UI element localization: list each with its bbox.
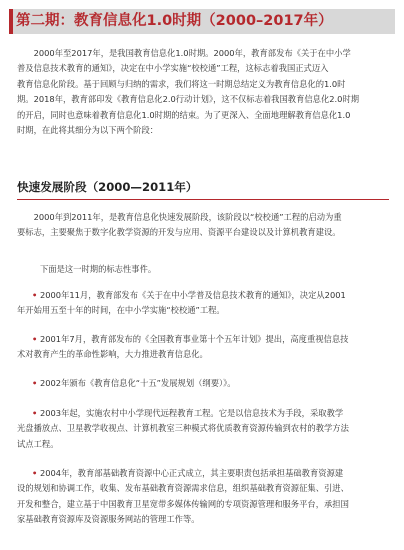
bullet-icon: •: [32, 334, 38, 344]
event-line: 年开始用五至十年的时间，在中小学实施“校校通”工程。: [17, 305, 225, 316]
intro-line: 期。2018年，教育部印发《教育信息化2.0行动计划》，这不仅标志着我国教育信息化2.0时期: [17, 94, 360, 105]
event-line: 2002年颁布《教育信息化“十五”发展规划（纲要）》。: [39, 378, 236, 388]
section-heading: 快速发展阶段（2000—2011年）: [17, 180, 198, 194]
event-line: 设的规划和协调工作，收集、发布基础教育资源需求信息，组织基础教育资源征集、引进、: [17, 483, 349, 494]
event-item: [17, 376, 389, 391]
intro-line: 教育信息化阶段。基于回顾与归纳的需求，我们将这一时期总结定义为教育信息化的1.0时: [17, 78, 346, 89]
event-line: 开发和整合，建立基于中国教育卫星宽带多媒体传输网的专项资源管理和服务平台，承担国: [17, 498, 349, 509]
event-line: 2004年，教育部基础教育资源中心正式成立，其主要职责包括承担基础教育资源建: [39, 468, 344, 478]
event-line: 术对教育产生的革命性影响，大力推进教育信息化。: [17, 349, 208, 360]
event-line: 2001年7月，教育部发布的《全国教育事业第十个五年计划》提出，高度重视信息技: [39, 334, 349, 344]
bullet-icon: •: [32, 408, 38, 418]
period-title: 第二期：教育信息化1.0时期（2000–2017年）: [16, 13, 333, 29]
bullet-icon: •: [32, 290, 38, 300]
events-intro: 下面是这一时期的标志性事件。: [40, 264, 157, 274]
bullet-icon: •: [32, 378, 38, 388]
event-line: 家基础教育资源库及资源服务网站的管理工作等。: [17, 514, 200, 525]
intro-line: 的开启，同时也意味着教育信息化1.0时期的结束。为了更深入、全面地理解教育信息化1.0: [17, 109, 351, 120]
intro-paragraph: [17, 46, 389, 138]
event-item: [17, 288, 389, 319]
intro-line: 2000年至2017年，是我国教育信息化1.0时期。2000年，教育部发布《关于在中小学: [33, 48, 351, 58]
section-intro-paragraph: [17, 210, 389, 241]
section-divider: [17, 199, 389, 200]
event-item: [17, 332, 389, 363]
section-intro-line: 2000年到2011年，是教育信息化快速发展阶段，该阶段以“校校通”工程的启动为重: [33, 212, 342, 222]
bullet-icon: •: [32, 468, 38, 478]
event-line: 2000年11月，教育部发布《关于在中小学普及信息技术教育的通知》，决定从2001: [39, 290, 346, 300]
intro-line: 普及信息技术教育的通知》，决定在中小学实施“校校通”工程，这标志着我国正式迈入: [17, 63, 329, 74]
intro-line: 时期，在此将其细分为以下两个阶段：: [17, 125, 159, 136]
event-line: 2003年起，实施农村中小学现代远程教育工程。它是以信息技术为手段，采取教学: [39, 408, 344, 418]
event-item: [17, 466, 389, 528]
event-line: 光盘播放点、卫星教学收视点、计算机教室三种模式将优质教育资源传输到农村的教学方法: [17, 423, 349, 434]
section-intro-line: 要标志，主要聚焦于数字化教学资源的开发与应用、资源平台建设以及计算机教育建设。: [17, 227, 341, 238]
event-item: [17, 406, 389, 452]
event-line: 试点工程。: [17, 438, 59, 449]
